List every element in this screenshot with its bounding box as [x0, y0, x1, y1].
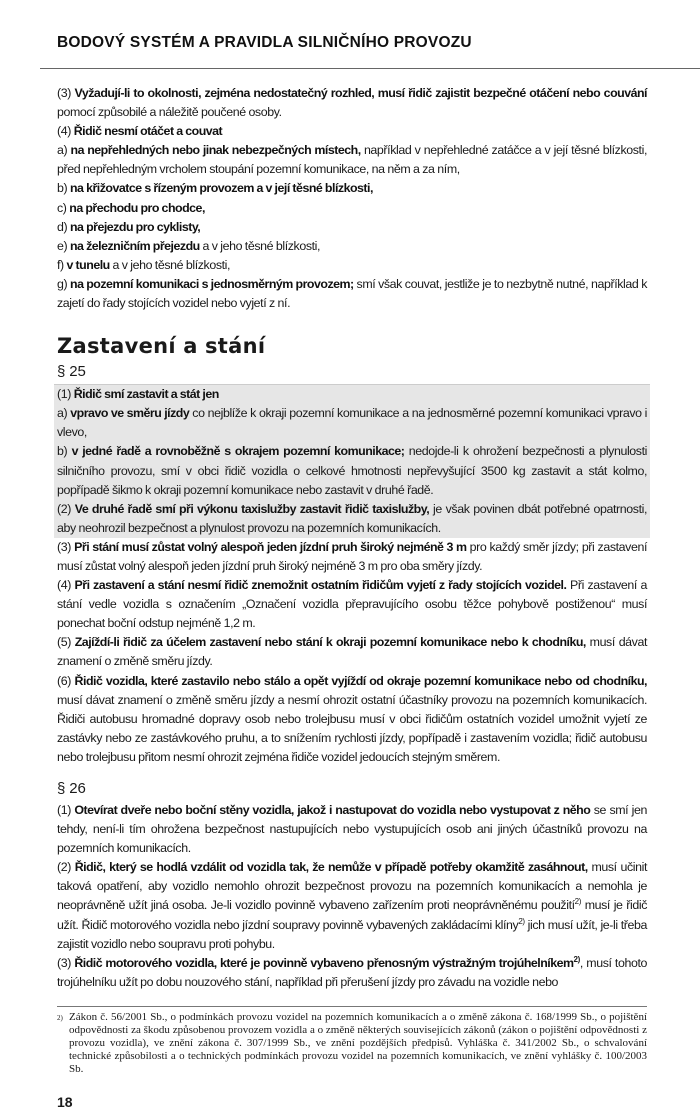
paragraph — [57, 179, 647, 198]
footnote-text: Zákon č. 56/2001 Sb., o podmínkách provozu vozidel na pozemních komunikacích a o změně zákona č. 168/1999 Sb., o pojištění odpovědnosti za škodu způsobenou provozem vozidla a o změně některých souvisejících zákonů (zákon o pojištění odpovědnosti z provozu vozidla), ve znění zákona č. 307/1999 Sb., ve znění pozdějších předpisů. Vyhláška č. 341/2002 Sb., o schvalování technické způsobilosti a o technických podmínkách provozu vozidel na pozemních komunikacích, ve znění vyhlášky č. 100/2003 Sb. — [69, 1010, 647, 1075]
bold-text: Vyžadují-li to okolnosti, zejména nedostatečný rozhled, musí řidič zajistit bezpečné otáčení nebo couvání — [74, 86, 647, 100]
text: (4) — [57, 124, 74, 139]
bold-text: Otevírat dveře nebo boční stěny vozidla, jakož i nastupovat do vozidla nebo vystupovat z něho — [74, 803, 591, 817]
bold-text: Řidič smí zastavit a stát jen — [73, 387, 219, 402]
bold-text: Řidič nesmí otáčet a couvat — [73, 124, 223, 139]
section-25-highlight — [54, 384, 650, 538]
paragraph — [57, 385, 647, 404]
footnote-mark: 2) — [57, 1013, 63, 1022]
section-title: Zastavení a stání — [57, 334, 266, 359]
section-25-label: § 25 — [57, 363, 86, 381]
bold-text: na přechodu pro chodce, — [69, 200, 205, 215]
text: b) — [57, 181, 70, 196]
text: musí učinit taková opatření, aby vozidlo nemohlo ohrozit bezpečnost provozu na pozemních komunikacích a nemohla je neoprávněně užít jiná osoba. Je-li vozidlo povinně vybaveno zařízením proti neoprávněnému použití — [57, 860, 647, 913]
bold-text: v jedné řadě a rovnoběžně s okrajem pozemní komunikace; — [71, 444, 405, 459]
text: (1) — [57, 803, 75, 817]
section-26-label: § 26 — [57, 780, 86, 797]
paragraph — [57, 858, 647, 953]
text: d) — [57, 219, 70, 234]
footnote-reference: 2) — [573, 954, 580, 964]
paragraph — [57, 442, 647, 499]
bold-text: na přejezdu pro cyklisty, — [69, 219, 201, 234]
paragraph — [57, 275, 647, 313]
text: f) — [57, 257, 67, 272]
section-26-paragraphs — [57, 801, 647, 992]
paragraph — [57, 84, 647, 122]
footnote-reference: 2) — [518, 916, 525, 926]
paragraphs-block-1 — [57, 84, 647, 313]
text: co nejblíže k okraji pozemní komunikace a na jednosměrné pozemní komunikaci vpravo i vlevo, — [57, 406, 647, 440]
bold-text: Řidič, který se hodlá vzdálit od vozidla tak, že nemůže v případě potřeby okamžitě zasáhnout, — [74, 860, 588, 875]
text: c) — [57, 200, 70, 215]
text: (6) — [57, 673, 75, 688]
page-number: 18 — [57, 1093, 73, 1110]
paragraph — [57, 801, 647, 858]
footnote — [57, 1011, 647, 1076]
text: smí však couvat, jestliže je to nezbytně nutné, například k zajetí do řady stojících vozidel nebo vyjetí z ní. — [57, 276, 648, 311]
text: e) — [57, 238, 70, 253]
paragraph — [57, 954, 647, 992]
bold-text: na křižovatce s řízeným provozem a v její těsné blízkosti, — [69, 181, 373, 196]
text: b) — [57, 444, 72, 459]
text: (3) — [57, 539, 75, 554]
text: a v jeho těsné blízkosti, — [199, 238, 321, 253]
footnote-rule — [57, 1006, 647, 1007]
paragraph — [57, 199, 647, 218]
bold-text: Řidič motorového vozidla, které je povinně vybaveno přenosným výstražným trojúhelníkem — [74, 955, 574, 970]
text: jich musí užít, je-li třeba zajistit vozidlo nebo soupravu proti pohybu. — [57, 917, 647, 951]
text: pomocí způsobilé a náležitě poučené osoby. — [57, 105, 282, 120]
text: (3) — [57, 955, 75, 970]
bold-text: vpravo ve směru jízdy — [70, 406, 190, 421]
text: (2) — [57, 501, 75, 516]
text: pro každý směr jízdy; při zastavení musí zůstat volný alespoň jeden jízdní pruh široký nejméně 3 m pro oba směry jízdy. — [57, 539, 647, 573]
text: Při zastavení a stání vedle vozidla s označením „Označení vozidla přepravujícího osobu těžce pohybově postiženou“ musí ponechat boční odstup nejméně 1,2 m. — [57, 578, 647, 631]
paragraph — [57, 256, 647, 275]
paragraph — [57, 404, 647, 442]
text: (1) — [57, 387, 74, 402]
text: (2) — [57, 860, 75, 875]
text: nedojde-li k ohrožení bezpečnosti a plynulosti silničního provozu, smí v obci řidič vozidla o celkové hmotnosti nepřevyšující 3500 kg zastavit a stát kolmo, popřípadě šikmo k okraji pozemní komunikace nebo zastavit v druhé řadě. — [57, 444, 647, 497]
text: se smí jen tehdy, není-li tím ohrožena bezpečnost nastupujících nebo vystupujících osob ani jiných účastníků provozu na pozemních komunikacích. — [57, 803, 647, 856]
text: například v nepřehledné zatáčce a v její těsné blízkosti, před nepřehledným vrcholem stoupání pozemní komunikace, na něm a za ním, — [57, 143, 647, 177]
paragraph — [57, 122, 647, 141]
text: musí dávat znamení o změně směru jízdy a nesmí ohrozit ostatní účastníky provozu na pozemních komunikacích. Řidiči autobusu hromadné dopravy osob nebo trolejbusu musí v obci řidičům ostatních vozidel umožnit vyjetí ze zastávky nebo ze zastávkového pruhu, a to snížením rychlosti jízdy, popřípadě i zastavením vozidla; řidič autobusu nebo trolejbusu přitom nesmí ohrozit zejména řidiče vozidel jedoucích stejným směrem. — [57, 692, 647, 764]
header-rule — [40, 68, 700, 69]
section-25-paragraphs — [57, 538, 647, 767]
paragraph — [57, 237, 647, 256]
bold-text: na pozemní komunikaci s jednosměrným provozem; — [70, 276, 354, 291]
text: (5) — [57, 635, 75, 650]
text: a) — [57, 406, 71, 421]
paragraph — [57, 141, 647, 179]
text: (4) — [57, 578, 75, 593]
bold-text: na nepřehledných nebo jinak nebezpečných místech, — [70, 143, 361, 158]
paragraph — [57, 218, 647, 237]
text: je však povinen dbát potřebné opatrnosti, aby neohrozil bezpečnost a plynulost provozu na pozemních komunikacích. — [57, 501, 648, 535]
bold-text: Při zastavení a stání nesmí řidič znemožnit ostatním řidičům vyjetí z řady stojících vozidel. — [74, 578, 567, 593]
text: (3) — [57, 86, 75, 100]
text: g) — [57, 276, 71, 291]
paragraph — [57, 576, 647, 633]
bold-text: Zajíždí-li řidič za účelem zastavení nebo stání k okraji pozemní komunikace nebo k chodníku, — [74, 635, 586, 650]
paragraph — [57, 538, 647, 576]
bold-text: Řidič vozidla, které zastavilo nebo stálo a opět vyjíždí od okraje pozemní komunikace nebo od chodníku, — [74, 673, 647, 688]
page-body — [57, 84, 647, 992]
paragraph — [57, 633, 647, 671]
paragraph — [57, 500, 647, 538]
text: , musí tohoto trojúhelníku užít po dobu nouzového stání, například při přerušení jízdy pro závadu na vozidle nebo — [57, 955, 647, 989]
bold-text: Ve druhé řadě smí při výkonu taxislužby zastavit řidič taxislužby, — [74, 501, 430, 516]
running-header: BODOVÝ SYSTÉM A PRAVIDLA SILNIČNÍHO PROVOZU — [57, 34, 472, 51]
text: musí dávat znamení o změně směru jízdy. — [57, 635, 648, 669]
text: a) — [57, 143, 71, 158]
paragraph — [57, 672, 647, 767]
text: musí je řidič užít. Řidič motorového vozidla nebo jízdní soupravy povinně vybavených zakládacími klíny — [57, 898, 647, 932]
bold-text: na železničním přejezdu — [69, 238, 200, 253]
bold-text: v tunelu — [66, 257, 110, 272]
bold-text: Při stání musí zůstat volný alespoň jeden jízdní pruh široký nejméně 3 m — [74, 539, 467, 554]
footnote-reference: 2) — [574, 897, 581, 907]
text: a v jeho těsné blízkosti, — [109, 257, 231, 272]
